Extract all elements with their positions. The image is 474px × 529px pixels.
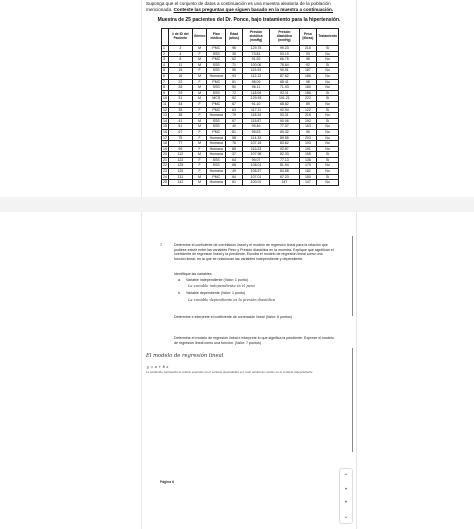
table-cell: No — [317, 146, 339, 152]
table-cell: 61 — [226, 180, 243, 186]
table-cell: SSS — [207, 118, 226, 124]
item-a-text: Variable independiente (Valor: 1 punto) — [186, 278, 249, 282]
table-cell: 62 — [226, 57, 243, 63]
table-cell: MCS — [207, 96, 226, 102]
table-cell: 93.31 — [270, 113, 299, 119]
table-cell: 71 — [226, 62, 243, 68]
table-cell: 78.64 — [270, 62, 299, 68]
table-cell: PMC — [207, 57, 226, 63]
table-cell: 22 — [163, 163, 167, 168]
table-cell: 186 — [299, 90, 317, 96]
table-cell: F — [192, 68, 207, 74]
table-cell: 107.01 — [242, 174, 269, 180]
row-index-header — [162, 29, 169, 46]
table-cell: 16 — [163, 129, 167, 134]
table-cell: 67 — [168, 129, 192, 135]
regression-model-question: Determine el modelo de regresión lineal e interprete lo que significa la pendiente. Exprese el modelo de regresión lineal como una función. (Valor: 7 puntos) — [174, 336, 334, 345]
table-cell: F — [192, 51, 207, 57]
table-cell: 14 — [163, 118, 167, 123]
table-cell: 180 — [299, 85, 317, 91]
table-cell: Sí — [317, 46, 339, 52]
table-cell: Sí — [317, 96, 339, 102]
table-cell: 115.93 — [242, 68, 269, 74]
column-header: Peso (libras) — [299, 29, 317, 46]
table-cell: 107.16 — [242, 141, 269, 147]
table-cell: No — [317, 135, 339, 141]
table-cell: SSS — [207, 51, 226, 57]
table-cell: Sí — [317, 157, 339, 163]
identify-variables: Identifique las variables. — [174, 272, 213, 276]
table-cell: 81.94 — [270, 163, 299, 169]
table-cell: 216 — [299, 46, 317, 52]
table-cell: 50 — [226, 85, 243, 91]
table-cell: 96 — [299, 57, 317, 63]
table-cell: 108.01 — [242, 163, 269, 169]
table-cell: M — [192, 46, 207, 52]
table-cell: 77.13 — [270, 157, 299, 163]
table-cell: 100.01 — [242, 180, 269, 186]
table-cell: Humana — [207, 180, 226, 186]
table-cell: 3 — [162, 57, 169, 63]
table-cell: F — [192, 79, 207, 85]
handwritten-line-3: La pendiente representa el cambio esperado en la variable dependiente por cada unidad de cambio en la variable independiente — [146, 371, 313, 374]
table-cell: 26 — [168, 85, 192, 91]
table-cell: 99.07 — [242, 157, 269, 163]
table-cell: 2 — [168, 46, 192, 52]
table-cell: 38 — [168, 113, 192, 119]
table-cell: 85 — [226, 146, 243, 152]
table-cell: F — [192, 157, 207, 163]
patients-table — [161, 28, 339, 186]
table-cell: PMC — [207, 46, 226, 52]
table-cell: 100.06 — [242, 62, 269, 68]
table-cell: 142 — [168, 180, 192, 186]
table-cell: 9 — [162, 90, 169, 96]
table-cell: 58 — [226, 135, 243, 141]
page-number: Página 6 — [160, 480, 174, 484]
table-cell: 222 — [299, 96, 317, 102]
table-cell: 12 — [163, 107, 167, 112]
table-cell: 131 — [168, 174, 192, 180]
table-cell: 69.32 — [270, 129, 299, 135]
table-cell: 61 — [226, 79, 243, 85]
table-cell: 112.12 — [242, 73, 269, 79]
table-cell: 79 — [226, 113, 243, 119]
table-cell: 37 — [226, 152, 243, 158]
table-cell: 98.09 — [242, 79, 269, 85]
table-cell: F — [192, 135, 207, 141]
insertion-caret-line — [352, 236, 353, 316]
table-cell: 101.21 — [270, 96, 299, 102]
table-cell: 18 — [163, 141, 167, 146]
page-gap — [0, 197, 474, 212]
table-cell: 191 — [299, 146, 317, 152]
table-cell: Humana — [207, 141, 226, 147]
table-cell: PMC — [207, 174, 226, 180]
table-cell: M — [192, 73, 207, 79]
table-header-row — [162, 29, 339, 46]
table-cell: 67 — [226, 101, 243, 107]
table-cell: 93 — [226, 73, 243, 79]
table-cell: F — [192, 129, 207, 135]
table-cell: F — [192, 146, 207, 152]
column-header: Tratamiento — [317, 29, 339, 46]
document-page-1 — [141, 0, 357, 197]
table-cell: 77.07 — [270, 124, 299, 130]
table-cell: Sí — [317, 152, 339, 158]
table-cell: 5 — [162, 68, 169, 74]
table-cell: F — [192, 113, 207, 119]
table-cell: M — [192, 85, 207, 91]
table-cell: 71.93 — [270, 85, 299, 91]
item-b-label: b. — [178, 291, 181, 295]
column-header: Edad (años) — [226, 29, 243, 46]
table-cell: M — [192, 96, 207, 102]
table-cell: 68.82 — [270, 101, 299, 107]
table-cell: 13 — [163, 113, 167, 118]
table-cell: Humana — [207, 169, 226, 175]
table-cell: 118.09 — [242, 90, 269, 96]
question-7-text: Determine el coeficiente de correlación lineal y el modelo de regresión lineal para la relación que pudiese existir entre las variables Peso y Presión diastólica en la muestra. Explique qué significan el coeficiente de regresión lineal y la pendiente. Escriba el modelo de regresión lineal como una función lineal, en la que se relacionan las variables independiente y dependiente. — [174, 243, 334, 261]
table-cell: Sí — [317, 90, 339, 96]
table-cell: 95.63 — [242, 129, 269, 135]
table-cell: No — [317, 57, 339, 63]
table-cell: 122 — [299, 107, 317, 113]
table-cell: 147 — [270, 180, 299, 186]
table-cell: M — [192, 174, 207, 180]
table-cell: 147 — [299, 180, 317, 186]
table-cell: M — [192, 180, 207, 186]
table-cell: 19 — [163, 146, 167, 151]
table-cell: 2 — [162, 51, 169, 57]
table-cell: M — [192, 90, 207, 96]
table-cell: 72 — [226, 90, 243, 96]
item-b-answer: La variable dependiente es la presión diastólica — [188, 298, 276, 302]
table-cell: 126 — [168, 169, 192, 175]
table-cell: 68.41 — [270, 79, 299, 85]
table-cell: SSS — [207, 163, 226, 169]
intro-paragraph — [146, 1, 352, 13]
table-cell: 15 — [168, 68, 192, 74]
table-cell: 96 — [299, 129, 317, 135]
table-cell: No — [317, 180, 339, 186]
table-cell: 20 — [163, 152, 167, 157]
table-cell: SSS — [207, 90, 226, 96]
table-cell: M — [192, 118, 207, 124]
column-header: Presión diastólica (mmHg) — [270, 29, 299, 46]
table-cell: 66.75 — [270, 57, 299, 63]
table-row — [162, 180, 339, 186]
table-cell: Humana — [207, 152, 226, 158]
table-cell: 17 — [163, 135, 167, 140]
table-cell: 81 — [226, 129, 243, 135]
table-cell: 96.11 — [242, 85, 269, 91]
table-cell: 92.94 — [270, 107, 299, 113]
table-cell: 76 — [226, 141, 243, 147]
item-b-text: Variable dependiente (Valor: 1 punto) — [186, 291, 246, 295]
column-header: Plan médico — [207, 29, 226, 46]
table-cell: 118.34 — [242, 113, 269, 119]
table-cell: No — [317, 163, 339, 169]
table-cell: F — [192, 163, 207, 169]
table-cell: 6 — [162, 73, 169, 79]
table-cell: 49 — [226, 169, 243, 175]
table-cell: M — [192, 57, 207, 63]
table-cell: F — [192, 101, 207, 107]
table-cell: 136 — [299, 157, 317, 163]
table-cell: 98 — [299, 79, 317, 85]
question-7-number: 7. — [160, 243, 163, 247]
table-cell: 77 — [168, 141, 192, 147]
table-cell: 186 — [299, 73, 317, 79]
table-cell: Humana — [207, 73, 226, 79]
table-cell: 40 — [226, 124, 243, 130]
table-cell: 90.91 — [270, 68, 299, 74]
table-cell: Sí — [317, 118, 339, 124]
item-a-answer: La variable independiente es el peso — [188, 284, 255, 288]
table-cell: 67.23 — [270, 174, 299, 180]
handwritten-line-2: y = a + b x — [147, 364, 169, 369]
table-cell: 8 — [162, 85, 169, 91]
table-cell: 89 — [299, 101, 317, 107]
table-cell: 91.92 — [242, 57, 269, 63]
table-cell: 122 — [168, 157, 192, 163]
table-cell: No — [317, 113, 339, 119]
table-title: Muestra de 25 pacientes del Dr. Ponce, bajo tratamiento para la hipertensión. — [157, 17, 341, 23]
table-cell: No — [317, 101, 339, 107]
page-scroll-control[interactable] — [339, 468, 353, 524]
table-cell: 96 — [226, 46, 243, 52]
column-header: Presión sistólica (mmHg) — [242, 29, 269, 46]
table-cell: 99.23 — [270, 46, 299, 52]
table-cell: 115.87 — [242, 118, 269, 124]
table-cell: 83.62 — [270, 141, 299, 147]
table-cell: 92 — [299, 62, 317, 68]
table-cell: 93 — [299, 51, 317, 57]
table-cell: 67 — [226, 118, 243, 124]
table-cell: M — [192, 124, 207, 130]
item-a-label: a. — [178, 278, 181, 282]
table-cell: 22 — [168, 79, 192, 85]
table-cell: 203 — [299, 135, 317, 141]
table-cell: 68 — [226, 163, 243, 169]
table-cell: 8 — [168, 57, 192, 63]
table-cell: Sí — [317, 62, 339, 68]
insertion-caret-line — [352, 348, 353, 452]
table-cell: SSS — [207, 68, 226, 74]
table-cell: 192 — [299, 118, 317, 124]
table-cell: 15 — [163, 124, 167, 129]
table-cell: 129.93 — [242, 96, 269, 102]
table-cell: 16 — [168, 73, 192, 79]
table-cell: 31 — [168, 96, 192, 102]
table-cell: 106.67 — [242, 169, 269, 175]
table-cell: 163 — [299, 124, 317, 130]
table-cell: 91.10 — [242, 101, 269, 107]
table-cell: 119.23 — [242, 146, 269, 152]
table-cell: 179 — [299, 163, 317, 169]
table-cell: 75 — [168, 135, 192, 141]
table-cell: 180 — [299, 174, 317, 180]
table-cell: 117.11 — [242, 107, 269, 113]
table-cell: M — [192, 152, 207, 158]
table-cell: 216 — [299, 113, 317, 119]
table-cell: 82.33 — [270, 152, 299, 158]
table-cell: F — [192, 169, 207, 175]
correlation-question: Determine e interprete el coeficiente de correlación lineal (Valor: 6 puntos) — [174, 315, 292, 319]
table-cell: 90.06 — [270, 118, 299, 124]
table-cell: 99 — [168, 146, 192, 152]
table-cell: 29 — [168, 90, 192, 96]
table-cell: Sí — [317, 174, 339, 180]
table-cell: 1 — [162, 46, 169, 52]
table-cell: 55 — [226, 68, 243, 74]
intro-bold-text: Conteste las preguntas que siguen basado en la muestra a continuación. — [173, 7, 334, 12]
table-cell: No — [317, 73, 339, 79]
table-cell: 11 — [168, 62, 192, 68]
document-page-2 — [141, 212, 357, 529]
table-cell: 4 — [168, 51, 192, 57]
table-cell: Humana — [207, 146, 226, 152]
table-cell: 25 — [163, 180, 167, 185]
table-cell: 89.55 — [270, 135, 299, 141]
table-cell: 182 — [299, 169, 317, 175]
table-cell: SSS — [207, 124, 226, 130]
table-cell: 92.11 — [270, 90, 299, 96]
column-header: Género — [192, 29, 207, 46]
table-cell: 187 — [299, 68, 317, 74]
intro-text: Suponga que el conjunto de datos a continuación es una muestra aleatoria de la población mencionada. — [146, 1, 331, 12]
table-cell: No — [317, 68, 339, 74]
table-cell: No — [317, 141, 339, 147]
table-cell: Sí — [317, 107, 339, 113]
table-cell: No — [317, 79, 339, 85]
table-cell: 63 — [226, 107, 243, 113]
table-cell: F — [192, 107, 207, 113]
table-cell: 87.62 — [270, 73, 299, 79]
table-cell: SSS — [207, 85, 226, 91]
table-cell: 4 — [162, 62, 169, 68]
table-cell: 129.75 — [242, 46, 269, 52]
table-cell: No — [317, 169, 339, 175]
table-cell: 51 — [168, 124, 192, 130]
table-cell: 125 — [168, 163, 192, 169]
table-cell: Humana — [207, 135, 226, 141]
table-cell: 64 — [226, 157, 243, 163]
table-cell: 73.81 — [242, 51, 269, 57]
table-cell: 24 — [163, 174, 167, 179]
table-cell: PMC — [207, 79, 226, 85]
column-header: # de ID del Paciente — [168, 29, 192, 46]
table-cell: 41 — [168, 118, 192, 124]
table-cell: 7 — [162, 79, 169, 85]
table-cell: 112 — [168, 152, 192, 158]
table-cell: SSS — [207, 62, 226, 68]
chevron-down-icon[interactable]: ⌄ — [343, 513, 349, 520]
table-cell: 114.32 — [242, 135, 269, 141]
table-cell: 193 — [299, 141, 317, 147]
table-cell: 84.58 — [270, 169, 299, 175]
table-cell: 11 — [163, 101, 167, 106]
table-cell: No — [317, 129, 339, 135]
table-cell: 64 — [226, 174, 243, 180]
table-cell: 52 — [226, 96, 243, 102]
table-cell: No — [317, 85, 339, 91]
table-cell: 23 — [163, 169, 167, 174]
table-cell: PMC — [207, 107, 226, 113]
table-cell: M — [192, 62, 207, 68]
table-cell: 21 — [163, 157, 167, 162]
table-cell: No — [317, 124, 339, 130]
table-cell: M — [192, 141, 207, 147]
table-cell: 107.98 — [242, 152, 269, 158]
table-cell: 34 — [168, 101, 192, 107]
table-cell: PMC — [207, 101, 226, 107]
table-cell: 10 — [163, 96, 167, 101]
dot-icon: • — [344, 486, 348, 493]
table-cell: SSS — [207, 157, 226, 163]
table-cell: No — [317, 51, 339, 57]
chevron-up-icon[interactable]: ⌃ — [343, 473, 349, 480]
table-cell: 53.19 — [270, 51, 299, 57]
table-cell: 155 — [299, 152, 317, 158]
table-cell: 92.87 — [270, 146, 299, 152]
dot-icon: • — [344, 499, 348, 506]
table-cell: Humana — [207, 113, 226, 119]
table-cell: 99.46 — [242, 124, 269, 130]
table-cell: PMC — [207, 129, 226, 135]
table-cell: 35 — [226, 51, 243, 57]
handwritten-line-1: El modelo de regresión lineal — [146, 353, 224, 359]
table-cell: 35 — [168, 107, 192, 113]
